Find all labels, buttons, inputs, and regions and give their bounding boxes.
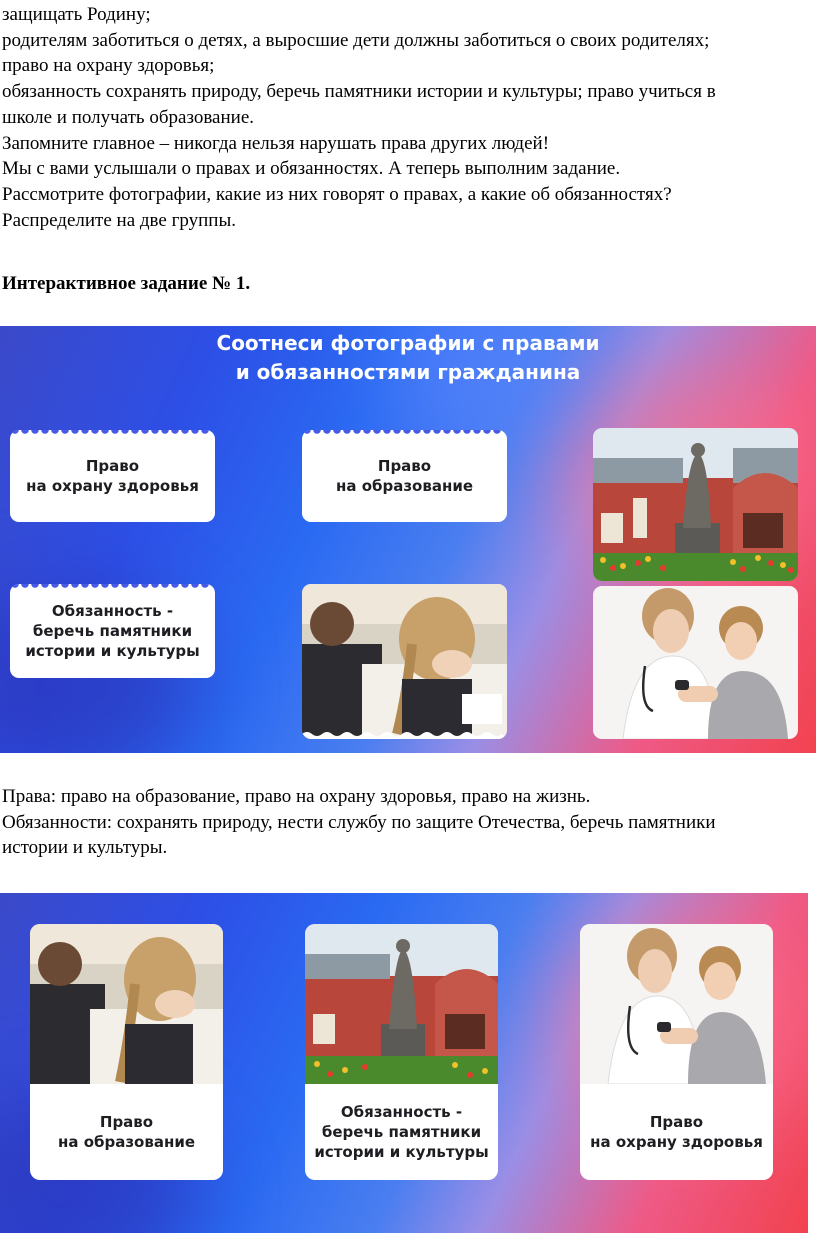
tile-label: Обязанность - — [340, 1103, 463, 1121]
photo-schoolgirl — [30, 924, 223, 1084]
photo-doctor-child — [580, 924, 773, 1084]
tile-education[interactable] — [30, 924, 223, 1180]
answer-line: Обязанности: сохранять природу, нести службу по защите Отечества, беречь памятники — [2, 811, 716, 833]
intro-line: родителям заботиться о детях, а выросшие дети должны заботиться о своих родителях; — [2, 29, 710, 51]
photo-monument — [305, 924, 498, 1084]
photo-schoolgirl[interactable] — [302, 584, 507, 739]
intro-line: Распределите на две группы. — [2, 209, 236, 231]
tile-label: Право — [99, 1113, 154, 1131]
panel-title-line: Соотнеси фотографии с правами — [216, 331, 600, 355]
task-heading: Интерактивное задание № 1. — [2, 273, 251, 294]
photo-doctor-child[interactable] — [593, 586, 798, 739]
card-label: истории и культуры — [25, 642, 200, 660]
answer-line: Права: право на образование, право на охрану здоровья, право на жизнь. — [2, 786, 591, 807]
panel-title-line: и обязанностями гражданина — [235, 360, 581, 384]
card-label: на охрану здоровья — [26, 477, 199, 495]
intro-line: обязанность сохранять природу, беречь памятники истории и культуры; право учиться в — [2, 81, 716, 103]
tile-label: на образование — [57, 1133, 196, 1151]
card-label: Обязанность - — [51, 602, 174, 620]
tile-label: Право — [649, 1113, 704, 1131]
tile-label: беречь памятники — [321, 1123, 482, 1141]
card-label: Право — [377, 457, 432, 475]
intro-line: Запомните главное – никогда нельзя нарушать права других людей! — [2, 132, 550, 154]
intro-line: школе и получать образование. — [2, 106, 255, 128]
answers-text — [2, 784, 814, 861]
photo-monument[interactable] — [593, 428, 798, 581]
answer-panel — [0, 893, 808, 1233]
intro-text — [2, 2, 814, 233]
intro-line: Мы с вами услышали о правах и обязанностях. А теперь выполним задание. — [2, 158, 621, 180]
intro-line: защищать Родину; — [2, 4, 151, 25]
tile-health[interactable] — [580, 924, 773, 1180]
matching-panel — [0, 326, 816, 753]
tile-duty-monuments[interactable] — [305, 924, 498, 1180]
card-right-education[interactable] — [302, 430, 507, 522]
tile-label: истории и культуры — [314, 1143, 489, 1161]
card-label: Право — [85, 457, 140, 475]
card-label: беречь памятники — [32, 622, 193, 640]
intro-line: право на охрану здоровья; — [2, 55, 215, 77]
card-right-health[interactable] — [10, 430, 215, 522]
intro-line: Рассмотрите фотографии, какие из них говорят о правах, а какие об обязанностях? — [2, 183, 672, 205]
panel-title — [0, 329, 816, 387]
card-label: на образование — [335, 477, 474, 495]
card-duty-monuments[interactable] — [10, 584, 215, 678]
tile-label: на охрану здоровья — [590, 1133, 763, 1151]
answer-line: истории и культуры. — [2, 837, 168, 859]
